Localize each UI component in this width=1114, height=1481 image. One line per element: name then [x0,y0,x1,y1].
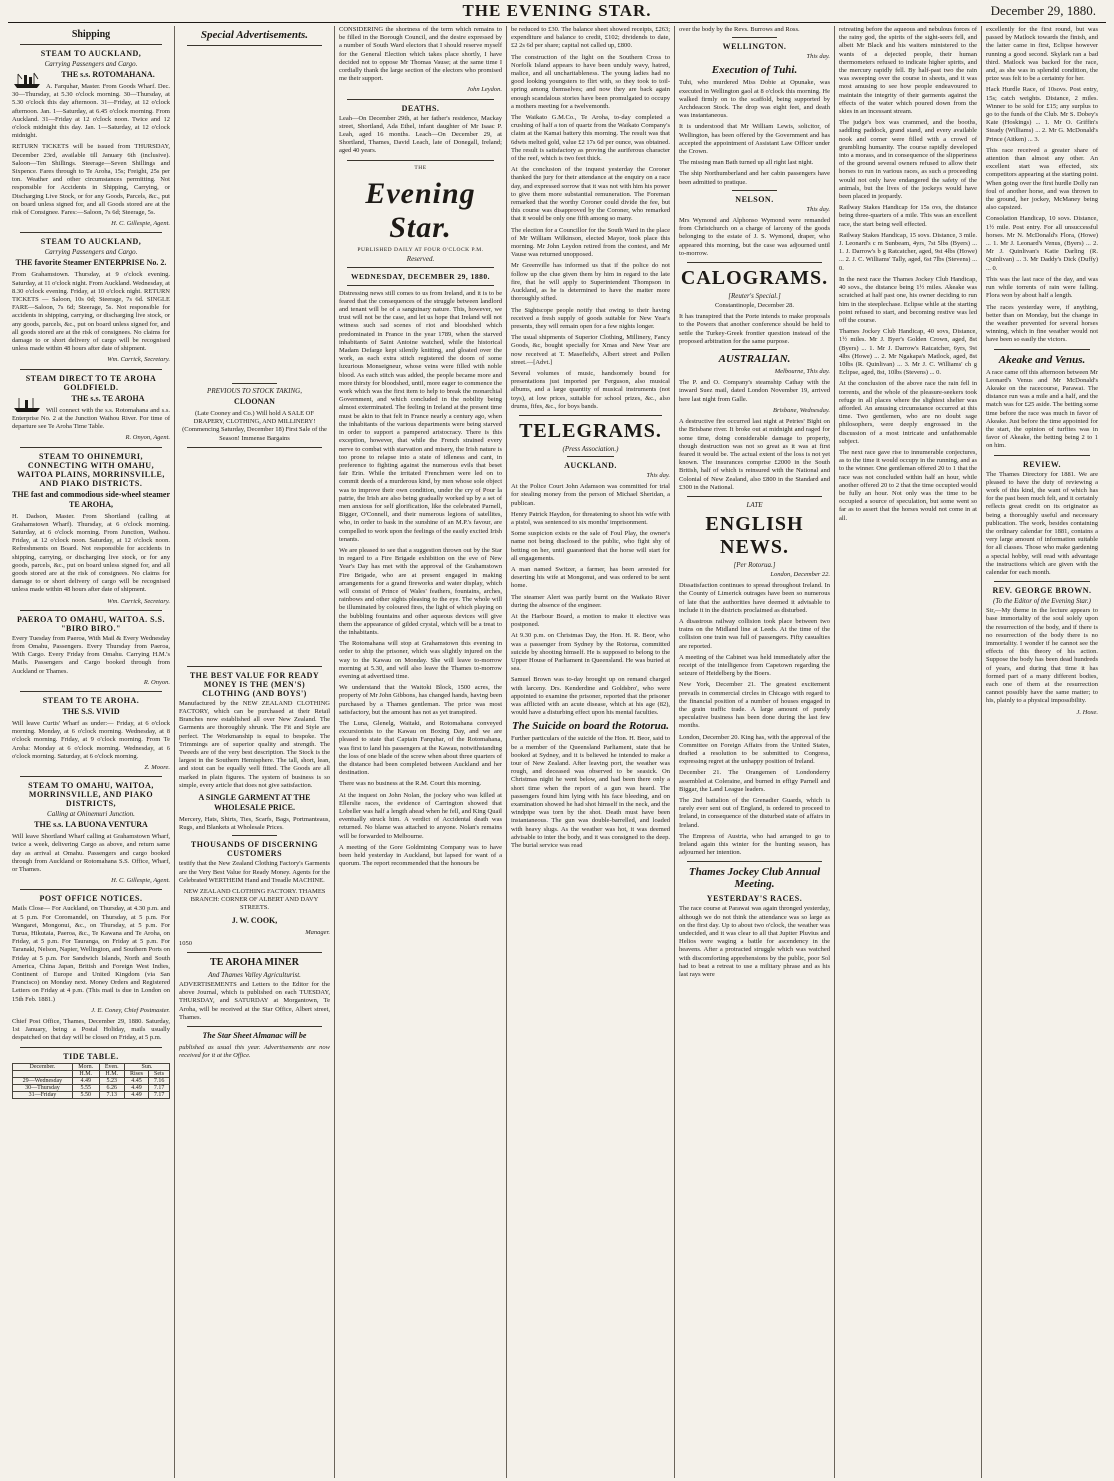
paper-name-prefix: THE [414,164,427,171]
ad-heading: STEAM TO AUCKLAND, [40,49,142,58]
news-text: The races yesterday were, if anything, better than on Monday, but the change in the weather prevented for several horses winning, which in fine weather would not have been so easily the victors. [986,303,1098,344]
jockey-club-heading: Thames Jockey Club Annual Meeting. [688,866,821,891]
telegrams-heading: TELEGRAMS. [519,419,662,442]
tide-cell: 31—Friday [13,1091,73,1098]
dateline-place: NELSON. [735,194,774,204]
dateline-date: This day. [806,53,830,61]
newspaper-title: THE EVENING STAR. [462,1,652,20]
ad-text: Will connect with the s.s. Rotomahana and s.s. Enterprise No. 2 at the Junction Waihou River. For time of departure see Te Aroha Time Table. [12,406,170,431]
tide-cell: 7.17 [149,1084,170,1091]
telegram-text: Henry Patrick Haydon, for threatening to shoot his wife with a pistol, was sentenced to six months' imprisonment. [511,510,670,526]
post-office-note: Chief Post Office, Thames, December 29, 1880. Saturday, 1st January, being a Postal Holiday, mails usually despatched on that day will be closed on Friday, at 5 p.m. [12,1018,170,1042]
race-results: Thames Jockey Club Handicap, 40 sovs, Distance, 1½ miles. Mr J. Byer's Golden Crown, aged, 8st (Byers) ... 1. Mr J. Darrow's Ratcatcher, 6yrs, 9st 4lbs (Howe) ... 2. Mr Ngakapa's Matlock, aged, 8st 10lbs (R. Quinlivan) ... 3. Mr J. C. Williams' ch g Eclipse, aged, 8st, 10lbs (Stevens) ... 0. [839,328,977,377]
ad-text: Manufactured by the NEW ZEALAND CLOTHING FACTORY, which can be purchased at their Retail Branches now established all over New Zealand. The Garments are thoroughly shrunk. The Fit and Style are perfect. The Workmanship is equal to bespoke. The Trimmings are of superior quality and strength. The Tweeds are of the very best description. The Stock is the largest in the Southern Hemisphere. The tall, short, lean, and stout can be equally well fitted. The Goods are all marked in plain figures. The system of business is so simple, every article that does not give satisfaction. [179,699,330,789]
letter-text: Sir,—My theme in the lecture appears to base immortality of the soul solely upon the resurrection of the body, and if there is no resurrection of the body there is no immortality. I wonder if he cannot see the effects of this theory of his action. Suppose the body has been dead hundreds of years, and during that time it has formed part of a many different bodies, each one of them at the resurrection cannot possibly have the same matter; to his, plainly to a physical impossibility. [986,607,1098,705]
ad-heading: STEAM TO TE AROHA. [42,695,140,705]
leader-text: A meeting of the Gore Goldmining Company was to have been held yesterday in Auckland, but lapsed for want of a quorum. The report recommended that the honours be [339,843,502,868]
ship-name: THE s.s. ROTOMAHANA. [61,70,155,79]
deaths-text: Leah—On December 29th, at her father's residence, Mackay street, Shortland, Ada Ethel, infant daughter of Mr Isaac P. Leah, aged 16 months. Leach—On December 29, at Shortland, Thames, David Leach, late of Donegall, Ireland; aged 40 years. [339,114,502,155]
tide-cell: 29—Wednesday [13,1077,73,1084]
tide-cell: 6.26 [99,1084,124,1091]
section-heading-special-ads: Special Advertisements. [200,29,309,41]
telegram-text: Further particulars of the suicide of the Hon. H. Beor, said to be a member of the Queensland Parliament, state that he booked at Sydney, and it is believed he intended to make a tour of New Zealand. After leaving port, the weather was rough, and deceased was observed to be seasick. On Christmas night he went below, and had been there only a short time when the report of a gun was heard. The passengers found him lying with his face bleeding, and on examination showed he had shot himself in the neck, and the windpipe was torn by the shot. Death must have been instantaneous. The gun was double-barrelled, and loaded with heavy slugs. As the weather was hot, it was deemed advisable to inter the body, and it was consigned to the deep. The burial service was read [511,735,670,850]
ad-text: H. Dadson, Master. From Shortland (calling at Grahamstown Wharf). Thursday, at 6 o'clock morning. Saturday, at 6 o'clock morning. From Junction, Waihou. Friday, at 12 o'clock noon. Saturday, at 12 o'clock noon. Refreshments on Board. Not responsible for accidents in shipping, carrying, or discharging live stock, or for any goods, parcels, &c., put on board unless signed for, and all goods stored are at the risk of consignees. No claims for damage to or short delivery of cargo will be recognised unless made within 48 hours after date of shipment. [12,512,170,594]
news-text: A race came off this afternoon between Mr Leonard's Venus and Mr McDonald's Akeake on the racecourse, Parawai. The distance run was a mile and a half, and the match was for £25 aside. The betting some time before the race was much in favor of Akeake. Just before the time appointed for the start, the opinion of turfites was in favor of Akeake, the betting being 2 to 1 on him. [986,368,1098,450]
ship-name: THE S.S. VIVID [62,706,120,716]
tide-cell: 30—Thursday [13,1084,73,1091]
tide-cell: 7.17 [149,1091,170,1098]
news-text: over the body by the Revs. Burrows and Ross. [679,26,800,33]
tide-col-header: December. [13,1063,73,1070]
execution-heading: Execution of Tuhi. [711,64,798,77]
dateline-place: Melbourne, This day. [774,368,830,376]
race-results: Railway Stakes Handicap, 15 sovs. Distance, 3 mile. J. Leonard's c m Sunbeam, 4yrs, 7st 5lbs (Byers) ... 1. J. Darrow's b g Ratcatcher, aged, 9st 4lbs (Howe) ... 2. J. C. Williams' Tally, aged, 6st 7lbs (Stevens) ... 0. [839,231,977,272]
ad-subheading: Calling at Ohinemuri Junction. [47,810,135,819]
column-shipping [8,26,175,1478]
news-text: A meeting of the Cabinet was held immediately after the receipt of the intelligence from Capetown regarding the seizure of Heidelberg by the Boers. [679,653,830,678]
review-heading: REVIEW. [1022,459,1062,469]
table-row [13,1091,170,1098]
ad-text: published as usual this year. Advertisements are now received for it at the Office. [179,1044,330,1060]
news-text: The election for a Councillor for the South Ward in the place of Mr William Wilkinson, elected Mayor, took place this morning. Mr John Leydon retired from the contest, and Mr Vause was returned unopposed. [511,226,670,259]
news-text: The next race gave rise to innumerable conjectures, as to the time it would occupy in the running, and as to the winner. One gentleman offered 20 to 1 that the race was not concluded within half an hour, while another offered 20 to 2 that the time occupied would be fully an hour. Not only was the time to be occupied a source of speculation, but some went so far as to assert that the horses would not come in at all. [839,448,977,522]
news-text: The race course at Parawai was again thronged yesterday, although we do not think the attendance was so large as on the first day. Up to about two o'clock, the weather was undecided, and it was clear to all that Jupiter Pluvius and Helios were waging a battle for ascendency in the heavens. After a protracted struggle which was watched with discomforting apprehensions by the public, poor Sol had to beat a retreat to use a military phrase and as his last rays were [679,905,830,979]
news-text: Mrs Wymond and Alphonso Wymond were remanded from Christchurch on a charge of larceny of the goods belonging to the estate of J. S. Wymond, draper, who appeared this morning, but the case was adjourned until to-morrow. [679,217,830,257]
calograms-source: [Reuter's Special.] [728,292,781,301]
deaths-heading: DEATHS. [401,103,440,113]
ad-signature: Wm. Carrick, Secretary. [107,356,170,364]
ad-heading: THE BEST VALUE FOR READY MONEY IS THE (MEN'S) CLOTHING (AND BOYS') [189,670,320,698]
ad-signature: Z. Moore. [144,763,170,771]
tide-subheader: H.M. [99,1070,124,1077]
news-text: be reduced to £30. The balance sheet showed receipts, £263; expenditure and balance to credit, £102; dividends to date, £2 2s 6d per share; capital not called up, £800. [511,26,670,50]
dateline-place: WELLINGTON. [722,42,787,52]
race-results: Consolation Handicap, 10 sovs. Distance, 1½ mile. Post entry. For all unsuccessful horses. Mr N. McDonald's Flora, (Howe) ... 1. Mr J. Leonard's Venus, (Byers) ... 2. Mr J. Quinlivan's Katie Darling (R. Quinlivan) ... 3. Mr Daddy's Dick (Duffy) ... 0. [986,215,1098,272]
ad-text: (Late Cooney and Co.) Will hold A SALE OF DRAPERY, CLOTHING, AND MILLINERY! (Commencing Saturday, December 18) First Sale of the Season! Immense Bargains [182,410,327,442]
telegram-text: A man named Switzer, a farmer, has been arrested for deserting his wife at Mongonui, and was ordered to be sent home. [511,565,670,590]
ad-text: Every Tuesday from Paeroa, With Mail & Every Wednesday from Omahu, Passengers. Every Thursday from Paeroa, With Cargo. Every Friday from Omahu. Carrying H.M.'s Mails. Passengers and Cargo booked through from Auckland or Thames. [12,634,170,675]
post-office-text: Mails Close— For Auckland, on Thursday, at 4.30 p.m. and at 5 p.m. For Coromandel, on Thursday, at 5 p.m. For Wangarei, Mongonui, &c., on Thursday, at 5 p.m. For Turua, Hikutaia, Paeroa, &c., Te Kawana and Te Aroha, on Friday, at 5 p.m. For Tauranga, on Friday at 5 p.m. For Taranaki, Nelson, Napier, Wellington, and Southern Ports on Friday at 5 p.m. For Sandwich Islands, North and South America, China Japan, British and Foreign West Indies, Continent of Europe and United Kingdom (via San Francisco) on Monday next. Money Orders and Registered Letters on Friday at 4 p.m. (This mail is due in London on 15th Feb. 1881.) [12,905,170,1003]
dateline-place: AUCKLAND. [564,460,617,470]
news-text: The missing man Bath turned up all right last night. [679,159,814,167]
news-text: At the conclusion of the inquest yesterday the Coroner thanked the jury for their attendance at the enquiry on a race day, and expressed sorrow that it was not with him his power to give them more substantial remuneration. The Foreman remarked that the worthy Coroner could divide the fee, but this course was disapproved by the Coroner, who remarked that it would be only one fifth among so many. [511,166,670,223]
ad-signature: H. C. Gillespie, Agent. [111,877,170,885]
english-news-source: [Per Rotorua.] [733,560,776,569]
ad-heading-miner: TE AROHA MINER [210,957,299,969]
steamship-icon [12,395,42,413]
column-cables [675,26,835,1478]
suicide-heading: The Suicide on board the Rotorua. [511,720,670,733]
ad-tagline: A SINGLE GARMENT AT THE WHOLESALE PRICE. [198,793,311,813]
ad-signature: R. Onyon, Agent. [125,434,170,442]
news-text: Mr Greenville has informed us that if the police do not follow up the clue given them by him in regard to the late fire, that he will apply to Superintendent Thompson in Auckland, as he is determined to have the matter more thoroughly sifted. [511,262,670,303]
dateline-place: London, December 22. [770,570,830,578]
leader-text: We are pleased to see that a suggestion thrown out by the Star in regard to a Fire Brigade exhibition on the eve of New Year's Day has met with the approval of the Grahamstown Fire Brigade, who are at present engaged in making arrangements for a grand fireworks and water display, which will consist of Prince of Wales' feathers, fountains, arches, rainbows and other sights pleasing to the eye. The whole will be illuminated by coloured fires, the light of which playing on the bubbling fountains and other aqueous devices will give them the appearance of gilded crystal, which will be a treat to the inhabitants. [339,546,502,636]
letter-text: CONSIDERING the shortness of the term which remains to be filled in the Borough Council, and the desire expressed by a number of South Ward electors that I should reserve myself for the General Election which takes place shortly, I have decided not to oppose Mr Thomas Vause; at the same time I cordially thank the large section of the electors who promised me their support. [339,26,502,83]
steamship-icon [12,71,42,89]
ad-number: 1050 [179,939,192,947]
ad-text: testify that the New Zealand Clothing Factory's Garments are the Very Best Value for Ready Money. Agents for the Celebrated WERTHEIM Hand and Treadle MACHINE. [179,860,330,884]
news-text: In the next race the Thames Jockey Club Handicap, 40 sovs., the distance being 1½ miles. Akeake was scratched at half past one, his owner deciding to run him in the steeplechase. Eclipse while at the starting point refused to start, and becoming restive was led off the course. [839,275,977,324]
news-text: excellently for the first round, but was passed by Matlock towards the finish, and the latter came in first, Eclipse however running a good second. Skylark ran a bad third. Matlock was backed for the race, and, as she was in splendid condition, the prize was felt to be a certainty for her. [986,26,1098,83]
ad-subheading: And Thames Valley Agriculturist. [208,971,301,980]
news-text: retreating before the aqueous and nebulous forces of the rainy god, the spirits of the sight-seers fell, and albeit Mr Black and his waiters ministered to the wants of a dejected people, their human thermometers refused to indicate higher spirits, and the mercury rapidly fell. By half-past two the rain was sweeping over the course in sheets, and it was most amusing to see how people endeavoured to maintain the integrity of their garments against the effects of the water which poured down from the skies in an incessant stream. [839,26,977,116]
news-text: The Sightscope people notify that owing to their having received a fresh supply of goods suitable for New Year's presents, they will remain open for a few nights longer. [511,306,670,330]
jockey-club-subheading: YESTERDAY'S RACES. [706,894,803,904]
ad-text: From Grahamstown. Thursday, at 9 o'clock evening. Saturday, at 11 o'clock night. From Auckland. Wednesday, at 8.30 o'clock evening. Friday, at 10 o'clock night. RETURN TICKETS — Saloon, 10s 0d; Steerage, 7s 6d. SINGLE FARE—Saloon, 7s 6d; Steerage, 5s. Not responsible for accidents in shipping, carrying, or discharging live stock, or any goods, parcels, &c., put on board unless signed for, and all goods stored are at the risk of consignees. No claims for damage to or short delivery of cargo will be recognised unless made within 48 hours after date of shipment. [12,271,170,353]
editorial-dateline: WEDNESDAY, DECEMBER 29, 1880. [351,271,490,281]
issue-date: December 29, 1880. [990,3,1096,18]
letter-signature: John Leydon. [466,86,502,94]
telegram-text: At the Harbour Board, a motion to make it elective was postponed. [511,612,670,629]
ad-signature: J. W. COOK, [231,915,278,925]
leader-text: We understand that the Waitoki Block, 1500 acres, the property of Mr John Gibbons, has changed hands, having been purchased by a Thames gentleman. The price was most satisfactory, but the amount has not as yet transpired. [339,684,503,716]
akeake-heading: Akeake and Venus. [998,353,1086,366]
news-text: It is understood that Mr William Lewis, solicitor, of Wellington, has been offered by the Government and has accepted the appointment of Assistant Law Officer under the Crown. [679,123,830,156]
telegrams-source: (Press Association.) [562,444,619,453]
ad-signature: R. Onyon. [143,678,170,686]
news-text: Railway Stakes Handicap for 15s ovs, the distance being three-quarters of a mile. This was an excellent race, the start being well effected. [839,204,977,228]
tide-cell: 5.55 [72,1084,99,1091]
ad-heading: STEAM TO OMAHU, WAITOA, MORRINSVILLE, AND PIAKO DISTRICTS, [28,781,154,809]
news-text: The judge's box was crammed, and the booths, saddling paddock, grand stand, and every available nook and corner were filled with a crowd of grumbling humanity. The course rapidly developed into a morass, and in consequence of the slipperiness of the ground several owners refused to allow their horses to run in various races, as such a proceeding would not only have endangered the safety of the animals, but the lives of the jockeys would have been placed in jeopardy. [839,119,977,201]
review-text: The Thames Directory for 1881. We are pleased to have the duty of reviewing a work of this kind, the want of which has for the past been much felt, and it certainly reflects great credit on its originator as being a thoroughly useful and necessary publication. The work, besides containing the ordinary calendar for 1881, contains a very large amount of information suitable for all classes. Those who make gardening a special hobby, will read with advantage the instructions which are given with the calendar for each month. [986,470,1098,576]
telegram-text: At 9.30 p.m. on Christmas Day, the Hon. H. R. Beor, who was a passenger from Sydney by the Rotorua, committed suicide by shooting himself. He is supposed to belong to the Upper House of Parliament in Queensland. He was buried at sea. [511,632,670,673]
ship-name: THE s.s. TE AROHA [71,393,145,403]
ad-text: Mercery, Hats, Shirts, Ties, Scarfs, Bags, Portmanteaus, Rugs, and Blankets at Wholesale Prices. [179,816,330,832]
tide-subheader: H.M. [72,1070,99,1077]
tide-cell: 5.50 [72,1091,99,1098]
news-text: December 21. The Orangemen of Londonderry assembled at Coleraine, and burned in effigy Parnell and Biggar, the Land League leaders. [679,769,830,793]
ad-store-name: CLOONAN [234,397,275,406]
tide-subheader: Rises [124,1070,148,1077]
news-text: This race received a greater share of attention than almost any other. An excellent start was effected, six competitors appearing at the starting point. When going over the first hurdle Dolly ran foul of another horse, and was thrown to the ground, her jockey, McManey being also capsized. [986,146,1098,212]
news-text: A destructive fire occurred last night at Petries' Bight on the Brisbane river. It broke out at midnight and raged for some time, doing considerable damage to property, though destruction was not so great as it was at first feared it would be. The actual extent of the loss is not yet known. The insurances comprise £2000 in the South British, half of which is reinsured with the National and Colonial of New Zealand, also £800 in the Standard and £300 in the National. [679,418,830,491]
dateline-place: Brisbane, Wednesday. [773,406,830,414]
news-text: New York, December 21. The greatest excitement prevails in commercial circles in Chicago with regard to the financial position of a number of houses engaged in the grain traffic trade. A large amount of purely speculative business has been done during the last few months. [679,681,830,730]
calograms-heading: CALOGRAMS. [680,267,829,290]
tide-cell: 4.49 [124,1091,148,1098]
ad-heading: PAEROA TO OMAHU, WAITOA. S.S. "BIRO BIRO." [16,614,165,633]
news-text: The construction of the light on the Southern Cross to Norfolk Island appears to have been unduly wavy, hatred, malice, and all uncharitableness. The young ladies had no good looking youngsters to flirt with, so they took to toil-spring among themselves; and now they are back again enough scandalous stories have been promulgated to occupy a mothers meeting for a twelvemonth. [511,53,670,110]
ad-heading: STEAM DIRECT TO TE AROHA GOLDFIELD. [25,373,157,392]
ship-name: THE fast and commodious side-wheel steamer TE AROHA, [12,489,170,509]
tide-cell: 4.45 [124,1077,148,1084]
news-text: It has transpired that the Porte intends to make proposals to the Powers that another conference should be held to settle the Turkey-Greek frontier question instead of the proposed arbitration for the same purpose. [679,313,830,345]
tide-cell: 7.13 [99,1091,124,1098]
leader-text: The Luna, Glenelg, Waitaki, and Rotomahana conveyed excursionists to the Kawau on Boxing Day, and we are pleased to state that Captain Farquhar, of the Rotomahana, was first to land his passengers at the Kawau, notwithstanding the loss of one blade of the screw when about three quarters of the distance had been completed between Auckland and her destination. [339,720,502,777]
column-special-advertisements [175,26,335,1478]
ad-text: A. Farquhar, Master. From Goods Wharf. Dec. 30—Thursday, at 5.30 o'clock morning. 30—Thursday, at 5.30 o'clock this day afternoon. 31—Friday, at 12 o'clock afternoon. Jan. 1—Saturday, at 6.45 o'clock morning. From Auckland. 31—Friday at 12 o'clock noon. Twice and 12 o'clock midnight this day. Jan. 1—Saturday, at 12 o'clock midnight. [12,83,170,140]
column-editorial [335,26,507,1478]
english-news-heading: ENGLISH NEWS. [705,512,804,558]
post-office-heading: POST OFFICE NOTICES. [39,894,143,904]
leader-text: There was no business at the R.M. Court this morning. [339,780,482,788]
late-label: LATE [746,500,763,509]
ad-text: Will leave Shortland Wharf calling at Grahamstown Wharf, twice a week, delivering Cargo as above, and return same day as arrival at Omahu. Passengers and cargo booked through from Auckland or Rotomahana S.S. Office, Wharf, or Thames. [12,833,170,873]
table-row [13,1084,170,1091]
news-text: Dissatisfaction continues to spread throughout Ireland. In the County of Limerick outrages have been so numerous of late that the authorities have deemed it advisable to include it in the districts proclaimed as disturbed. [679,582,830,614]
ad-heading: PREVIOUS TO STOCK TAKING, [207,387,302,395]
leader-text: The Rotomahana will stop at Grahamstown this evening in order to ship the prisoner, which was slightly injured on the way to the Kawau on Monday. She will leave to-morrow morning at 5.30, and will also leave the Thames to-morrow evening at advertised time. [339,640,502,680]
ad-signature: Wm. Carrick, Secretary. [107,597,170,605]
tide-cell: 4.49 [124,1084,148,1091]
column-review [982,26,1102,1478]
ad-text: ADVERTISEMENTS and Letters to the Editor for the above Journal, which is published on each TUESDAY, THURSDAY, and SATURDAY at Morgantown, Te Aroha, will be received at the Star Office, Albert street, Thames. [179,981,330,1021]
letter-signature: J. Hoxe. [1076,708,1098,716]
tide-col-header: Even. [99,1063,124,1070]
news-text: Tuhi, who murdered Miss Dobie at Opunake, was executed in Wellington gaol at 8 o'clock this morning. He walked firmly on to the scaffold, being supported by Archdeacon Stock. The drop was eight feet, and death was instantaneous. [679,79,830,120]
ad-subheading: Carrying Passengers and Cargo. [44,248,138,257]
news-text: The P. and O. Company's steamship Cathay with the inward Suez mail, dated London November 19, arrived here last night from Galle. [679,379,830,403]
masthead [8,0,1106,23]
ship-name: THE s.s. LA BUONA VENTURA [34,820,148,830]
leader-text: Distressing news still comes to us from Ireland, and it is to be feared that the consequences of the struggle between landlord and tenant will be of a sanguinary nature. This, however, we trust will not be the case, and let us hope that Ireland will not witness such sad scenes of riot and bloodshed which predominated in France in the year 1789, when the starved inhabitants of Saint Antoine watched, while the historical Madam Defarge kept silently knitting, and gloated over the work, as each extra stitch registered the doom of some luxurious Monseigneur, whose veins were filled with noble blood. As each stitch was added, the people became more and more thirsty for bloodshed, until, more eager to commence the work which was the first item to help to break the monarchial Government, and which concluded in the nobility being almost exterminated. The feeling in Ireland at the present time must be akin to that felt in France nearly a century ago, when the inhabitants of the various departments were being starved in order to support a pampered aristocracy. There is this exception, however, that while the French strained every nerve to combat with starvation and misery, the Irish nature is too prone to relapse into a state of idleness and cant, in preference to fighting against the numerous evils that beset fair Erin. While the irritated Frenchmen were led on to commit deeds of a murderous kind, by men whose sole object was to improve their own condition, under the cry of Pour la patrie, the Irish are also being gradually worked up by a set of men anxious for self glorification, like the celebrated Parnell, Bigger, O'Connell, and their numerous legions of satellites, who, in order to bask in the sunshine of an M.P.'s favour, are compelled to work upon the feelings of the easily excited Irish tenants. [339,289,502,543]
column-races [835,26,982,1478]
australian-heading: AUSTRALIAN. [718,353,791,366]
telegram-text: Samuel Brown was to-day brought up on remand charged with larceny. Drs. Kenderdine and Goldsbro', who were appointed to examine the prisoner, reported that the prisoner was afflicted with an acute disease, which at his age (82), would have a disturbing effect upon his mental faculties. [511,676,670,717]
telegram-text: Some suspicion exists re the sale of Foul Play, the owner's name not being disclosed to the public, who fight shy of betting on her, until guaranteed that the horse will start for all engagements. [511,530,670,562]
race-results: Hack Hurdle Race, of 10sovs. Post entry, 15s; catch weights. Distance, 2 miles. Winner to be sold for £15; any surplus to go to the funds of the Club. Mr S. Dobey's Kate (Hoskings) ... 1. Mr O. Griffin's Steady (Williams) ... 2. Mr G. McDonald's Prince (Aitken) ... 3. [986,86,1098,143]
telegram-text: The steamer Alert was partly burnt on the Waikato River during the absence of the engineer. [511,593,670,609]
section-heading-shipping: Shipping [71,29,111,40]
ship-name: THE favorite Steamer ENTERPRISE No. 2. [15,258,167,268]
ad-role: Manager. [305,928,330,936]
paper-name: Evening Star. [365,176,476,244]
ad-heading: STEAM TO AUCKLAND, [40,237,142,247]
news-text: This was the last race of the day, and was run while torrents of rain were falling. Flora won by about half a length. [986,275,1098,300]
news-text: The Empress of Austria, who had arranged to go to Ireland again this winter for the hunting season, has adjourned her intention. [679,832,830,857]
telegram-text: At the Police Court John Adamson was committed for trial for stealing money from the person of Michael Sheridan, a publican. [511,483,670,507]
leader-text: At the inquest on John Nolan, the jockey who was killed at Ellerslie races, the evidence of Carrington showed that Lobeller was half a length ahead when he fell, and King Quail eventually struck him. A verdict of Accidental death was returned. No blame was attached to anyone. Nolan's remains will be forwarded to Melbourne. [339,791,502,840]
letter-heading: REV. GEORGE BROWN. [992,586,1092,596]
tide-subheader: Sets [149,1070,170,1077]
tide-col-header: Morn. [72,1063,99,1070]
ad-heading: STEAM TO OHINEMURI, CONNECTING WITH OMAHU, WAITOA PLAINS, MORRINSVILLE, AND PIAKO DISTRICTS. [17,451,165,488]
dateline-place: Constantinople, December 28. [714,302,795,310]
tide-cell: 7.16 [149,1077,170,1084]
post-office-signature: J. E. Coney, Chief Postmaster. [91,1006,170,1014]
news-text: The 2nd battalion of the Grenadier Guards, which is rarely ever sent out of England, is ordered to proceed to Ireland, in consequence of the disturbed state of affairs in Ireland. [679,797,830,829]
tide-table [12,1063,170,1099]
news-text: The Waikato G.M.Co., Te Aroha, to-day completed a crushing of half a ton of quartz from the Waikato Company's claim at the Kamai battery this morning. The result was that 6dwts melted gold, value £2 17s 6d per ounce, was obtained. The result is satisfactory as proving the auriferous character of the reef, which is two feet thick. [511,114,670,163]
paper-reserved: Reserved. [406,254,435,263]
news-text: A disastrous railway collision took place between two trains on the Midland line at Leeds. At the time of the collision one train was full of passengers. Fifty casualties are reported. [679,617,830,650]
tide-subheader [13,1070,73,1077]
news-text: Several volumes of music, handsomely bound for presentations just imported per Ferguson, also musical albums, and a large quantity of musical instruments (not toys), at low prices, suitable for school prizes, &c., also drums, fifes, &c., for boys bands. [511,369,670,410]
ad-text: Will leave Curtis' Wharf as under:— Friday, at 6 o'clock morning. Monday, at 6 o'clock morning. Wednesday, at 8 o'clock morning. Friday, at 9 o'clock morning. From Te Aroha: Monday at 6 o'clock morning. Wednesday, at 6 o'clock morning. Saturday, at 6 o'clock morning. [12,719,170,760]
letter-subheading: (To the Editor of the Evening Star.) [993,597,1091,606]
table-row [13,1077,170,1084]
tide-col-group: Sun. [124,1063,169,1070]
news-text: At the conclusion of the above race the rain fell in torrents, and the whole of the pleasure-seekers took refuge in all places where the slightest shelter was afforded. An amusing circumstance occurred at this time. Two gentlemen, who are no doubt sage philosophers, were deeply engrossed in the discussion of a most intricate and unfathomable subject. [839,380,977,445]
ad-text: RETURN TICKETS will be issued from THURSDAY, December 23rd, available till January 6th (inclusive). Saloon—Ten Shillings. Steerage—Seven Shillings and Sixpence. Fares through to Te Aroha, 15s; Freight, 25s per ton. Weather and other circumstances permitting. Not responsible for Accidents in Shipping, Carrying, or Discharging Live Stock, or for any Goods, Parcels, &c., put on board unless signed for, and all Goods stored are at the risk of Consignee. Fares:—Saloon, 7s 6d; Steerage, 5s. [12,143,170,217]
ad-signature: H. C. Gillespie, Agent. [111,220,170,228]
dateline-date: This day. [646,471,670,479]
news-text: The ship Northumberland and her cabin passengers have been admitted to pratique. [679,170,830,186]
ad-factory: NEW ZEALAND CLOTHING FACTORY. THAMES BRANCH: CORNER OF ALBERT AND DAVY STREETS. [183,888,326,912]
ad-subheading: Carrying Passengers and Cargo. [44,60,138,68]
dateline-date: This day. [806,205,830,213]
columns [8,26,1106,1478]
tide-table-heading: TIDE TABLE. [63,1051,119,1061]
ad-heading-almanac: The Star Sheet Almanac will be [202,1031,307,1041]
ad-heading: THOUSANDS OF DISCERNING CUSTOMERS [190,840,319,859]
tide-cell: 4.49 [72,1077,99,1084]
news-text: London, December 20. King has, with the approval of the Committee on Foreign Affairs from the United States, drafted a resolution to be submitted to Congress, expressing regret at the unhappy position of Ireland. [679,733,830,766]
column-telegrams [507,26,675,1478]
news-text: The usual shipments of Superior Clothing, Millinery, Fancy Goods, &c, bought specially for Xmas and New Year are now received at T. Masefield's, Albert street and Pollen street.—[Advt.] [511,334,670,366]
paper-kicker: PUBLISHED DAILY AT FOUR O'CLOCK P.M. [357,246,484,253]
tide-cell: 5.23 [99,1077,124,1084]
